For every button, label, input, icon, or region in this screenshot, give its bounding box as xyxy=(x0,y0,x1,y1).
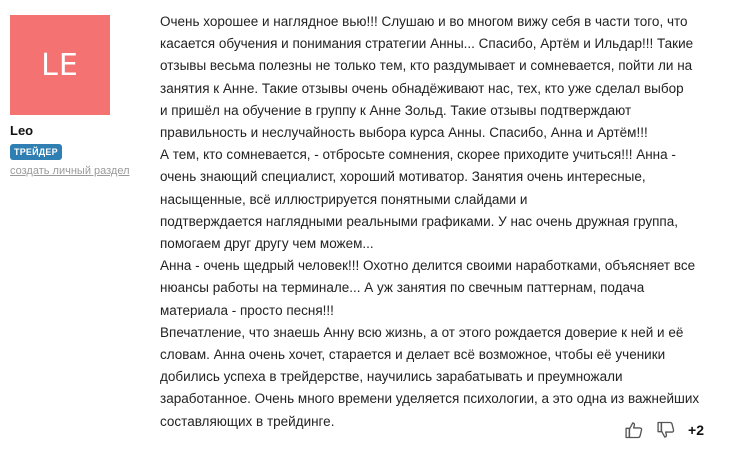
review-line: материала - просто песня!!! xyxy=(160,302,334,318)
review-line: правильность и неслучайность выбора курса Анны. Спасибо, Анна и Артём!!! xyxy=(160,125,648,141)
review-line: очень знающий специалист, хороший мотиватор. Занятия очень интересные, xyxy=(160,169,646,185)
review-line: насыщенные, всё иллюстрируется понятными слайдами и xyxy=(160,191,528,207)
create-personal-section-link[interactable]: создать личный раздел xyxy=(10,165,130,177)
review-line: подтверждается наглядными реальными графиками. У нас очень дружная группа, xyxy=(160,213,678,229)
review-line: и пришёл на обучение в группу к Анне Зольд. Такие отзывы подтверждают xyxy=(160,102,632,118)
review-text xyxy=(160,11,722,433)
review-line: нюансы работы на терминале... А уж занятия по свечным паттернам, подача xyxy=(160,280,645,296)
review-line: составляющих в трейдинге. xyxy=(160,413,335,429)
vote-score: +2 xyxy=(688,422,704,438)
review-line: Впечатление, что знаешь Анну всю жизнь, а от этого рождается доверие к ней и её xyxy=(160,324,684,340)
review-line: А тем, кто сомневается, - отбросьте сомнения, скорее приходите учиться!!! Анна - xyxy=(160,147,676,163)
review-line: Очень хорошее и наглядное вью!!! Слушаю и во многом вижу себя в части того, что xyxy=(160,14,688,29)
avatar-initials: LE xyxy=(41,47,79,83)
review-line: Анна - очень щедрый человек!!! Охотно делится своими наработками, объясняет все xyxy=(160,258,696,274)
vote-controls xyxy=(624,420,704,440)
review-line: занятия к Анне. Такие отзывы очень обнадёживают нас, тех, кто уже сделал выбор xyxy=(160,80,684,96)
thumbs-up-icon[interactable] xyxy=(624,420,644,440)
review-line: добились успеха в трейдерстве, научились зарабатывать и преумножали xyxy=(160,369,623,385)
thumbs-down-icon[interactable] xyxy=(656,420,676,440)
review-line: заработанное. Очень много времени уделяется психологии, а это одна из важнейших xyxy=(160,391,700,407)
status-badge: ТРЕЙДЕР xyxy=(10,144,62,160)
author-name[interactable]: Leo xyxy=(10,123,34,138)
review-line: помогаем друг другу чем можем... xyxy=(160,236,374,252)
review-line: словам. Анна очень хочет, старается и делает всё возможное, чтобы её ученики xyxy=(160,347,666,363)
review-line: касается обучения и понимания стратегии Анны... Спасибо, Артём и Ильдар!!! Такие xyxy=(160,36,694,52)
avatar[interactable] xyxy=(10,15,110,115)
review-line: отзывы весьма полезны не только тем, кто раздумывает и сомневается, пойти ли на xyxy=(160,58,693,74)
